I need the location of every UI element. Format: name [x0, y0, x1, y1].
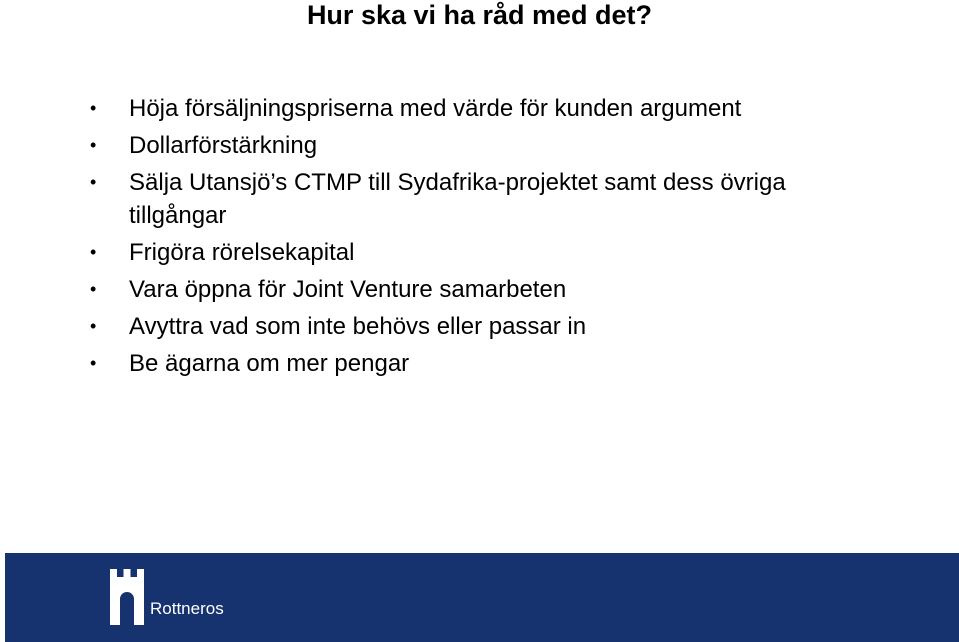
bullet-text: Frigöra rörelsekapital — [129, 239, 355, 266]
bullet-item — [86, 92, 806, 125]
bullet-item — [86, 310, 806, 343]
bullet-item — [86, 236, 806, 269]
castle-tower-icon — [110, 569, 144, 625]
bullet-icon: • — [90, 98, 97, 118]
bullet-icon: • — [90, 172, 97, 192]
rottneros-logo — [110, 569, 240, 629]
bullet-item — [86, 166, 806, 232]
slide-title: Hur ska vi ha råd med det? — [306, 0, 653, 30]
logo-text: Rottneros — [150, 599, 224, 618]
bullet-item — [86, 129, 806, 162]
bullet-text: Sälja Utansjö’s CTMP till Sydafrika-projektet samt dess övriga tillgångar — [129, 169, 786, 229]
bullet-icon: • — [90, 242, 97, 262]
bullet-text: Dollarförstärkning — [129, 132, 318, 159]
bullet-text: Be ägarna om mer pengar — [129, 350, 410, 377]
bullet-list — [86, 92, 806, 384]
bullet-text: Avyttra vad som inte behövs eller passar in — [129, 313, 587, 340]
footer-band — [5, 553, 959, 642]
bullet-text: Vara öppna för Joint Venture samarbeten — [129, 276, 567, 303]
bullet-icon: • — [90, 353, 97, 373]
bullet-text: Höja försäljningspriserna med värde för kunden argument — [129, 95, 742, 122]
bullet-icon: • — [90, 316, 97, 336]
bullet-item — [86, 347, 806, 380]
bullet-icon: • — [90, 279, 97, 299]
bullet-item — [86, 273, 806, 306]
bullet-icon: • — [90, 135, 97, 155]
